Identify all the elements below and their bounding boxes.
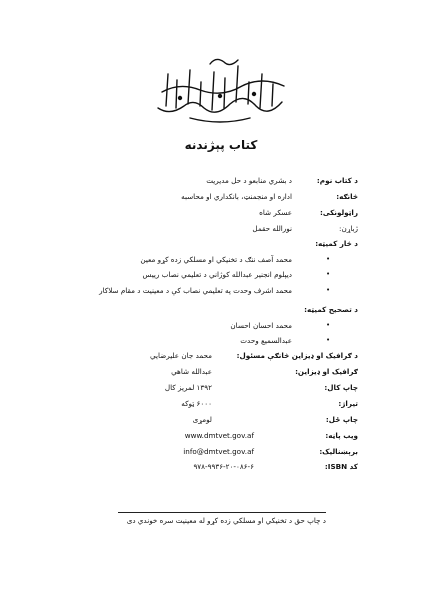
label-committee: د څار کمیټه: [315, 239, 358, 248]
bullet-icon: • [326, 270, 331, 278]
label-copies: تیراژ: [338, 399, 358, 408]
label-book-name: د کتاب نوم: [316, 176, 358, 185]
value-author: عسکر شاه [259, 208, 292, 217]
label-design-supervisor: د ګرافیک او ډیزاین څانګې مسئول: [236, 351, 358, 360]
label-email: برېښنالیک: [319, 447, 358, 456]
editing-member: عبدالسمیع وحدت [240, 336, 292, 345]
value-copies: ۶۰۰۰ ټوکه [181, 399, 212, 408]
label-field: څانګه: [336, 192, 358, 201]
value-design-supervisor: محمد جان علیرضایي [150, 351, 212, 360]
committee-member: محمد آصف ننګ د تخنیکي او مسلکي زده کړو معین [140, 255, 292, 264]
basmala-calligraphy [150, 52, 292, 128]
value-isbn: ۹۷۸-۹۹۳۶-۲۰-۰۸۶-۶ [193, 462, 254, 471]
bullet-icon: • [326, 336, 331, 344]
bullet-icon: • [326, 321, 331, 329]
label-website: ویب پاڼه: [325, 431, 358, 440]
label-print-year: چاپ کال: [324, 383, 358, 392]
page-title: کتاب پېژندنه [184, 138, 258, 152]
editing-member: محمد احسان احسان [230, 321, 292, 330]
footnote-divider [118, 512, 326, 513]
label-isbn: کد ISBN: [324, 462, 358, 471]
footnote-copyright: د چاپ حق د تخنیکي او مسلکي زده کړو له معینیت سره خوندي دی [126, 516, 326, 525]
label-print-place: چاپ ځل: [325, 415, 358, 424]
value-designer: عبدالله شاهي [171, 367, 212, 376]
value-print-year: ۱۳۹۲ لمریز کال [164, 383, 212, 392]
value-print-place: لومړی [192, 415, 212, 424]
label-language: ژباړن: [339, 224, 358, 233]
value-email[interactable]: info@dmtvet.gov.af [183, 447, 254, 456]
label-editing: د تصحیح کمیټه: [304, 305, 358, 314]
value-field: اداره او منجمنټ، بانکداري او محاسبه [181, 192, 292, 201]
bullet-icon: • [326, 286, 331, 294]
committee-member: دیپلوم انجنیر عبدالله کوژاني د تعلیمي نصاب رییس [142, 270, 292, 279]
committee-member: محمد اشرف وحدت په تعلیمي نصاب کې د معینیت د مقام سلاکار [99, 286, 292, 295]
label-designer: ګرافیک او ډیزاین: [295, 367, 358, 376]
value-language: نورالله حقمل [252, 224, 292, 233]
label-author: راټولونکی: [319, 208, 358, 217]
bullet-icon: • [326, 255, 331, 263]
value-book-name: د بشري منابعو د حل مدیریت [206, 176, 292, 185]
value-website[interactable]: www.dmtvet.gov.af [184, 431, 254, 440]
